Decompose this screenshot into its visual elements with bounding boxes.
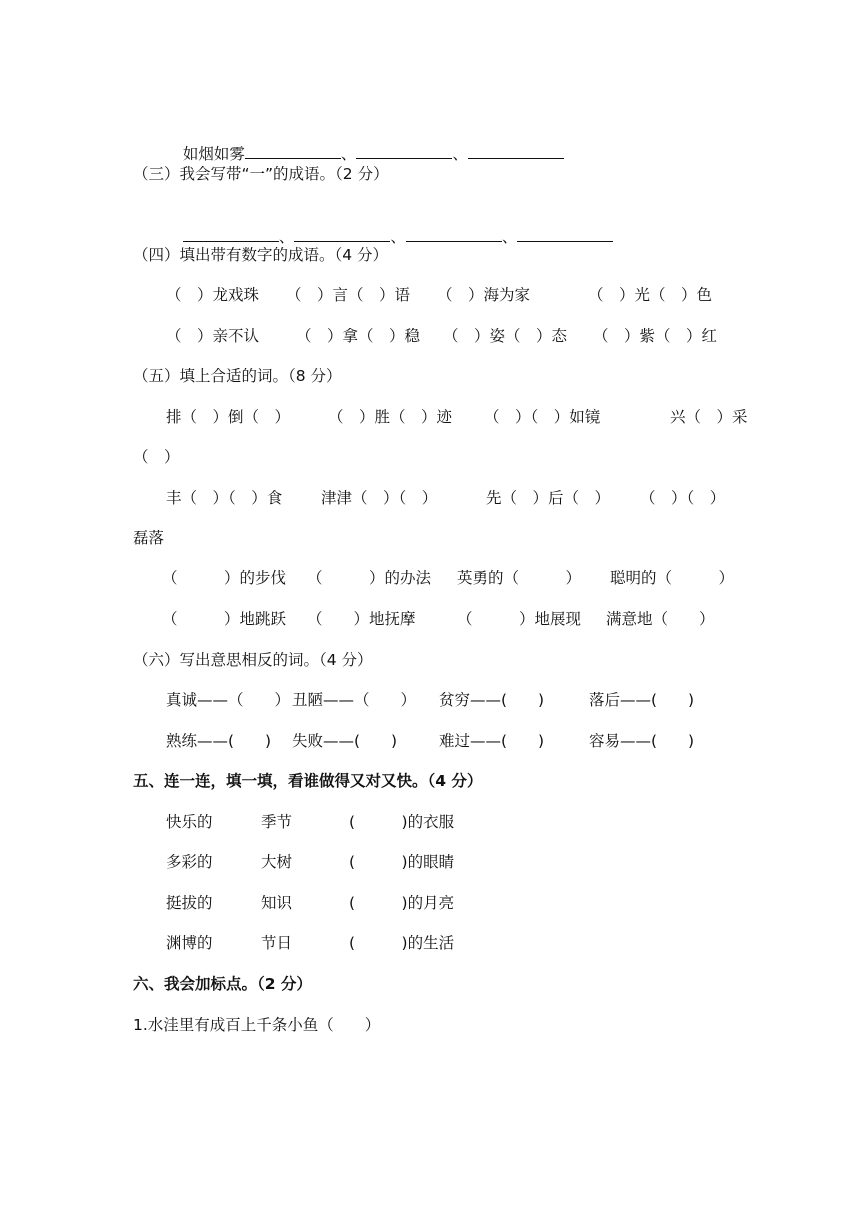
match-middle[interactable]: 节日 xyxy=(261,934,293,952)
match-fill: ( )的月亮 xyxy=(349,894,455,912)
match-fill: ( )的生活 xyxy=(349,934,455,952)
word-item: 兴（ ）采 xyxy=(670,408,748,426)
answer-blank[interactable] xyxy=(245,144,341,159)
section-5-title: （五）填上合适的词。（8 分） xyxy=(133,367,342,385)
word-item: 先（ ）后（ ） xyxy=(486,489,611,507)
antonym-item: 熟练——( ) xyxy=(166,732,272,750)
antonym-item: 真诚——（ ） xyxy=(166,691,291,709)
section-6-title: （六）写出意思相反的词。（4 分） xyxy=(133,651,373,669)
idiom-item: （ ）姿（ ）态 xyxy=(443,327,568,345)
match-middle[interactable]: 知识 xyxy=(261,894,293,912)
answer-blank[interactable] xyxy=(183,227,279,242)
idiom-item: （ ）亲不认 xyxy=(166,327,260,345)
antonym-item: 贫穷——( ) xyxy=(439,691,545,709)
idiom-label: 如烟如雾 xyxy=(182,145,245,163)
word-item: （ ）地展现 xyxy=(457,610,582,628)
idiom-item: （ ）龙戏珠 xyxy=(166,286,260,304)
word-item: 英勇的（ ） xyxy=(457,569,582,587)
word-item: 丰（ ）（ ）食 xyxy=(166,489,283,507)
answer-blank[interactable] xyxy=(468,144,564,159)
word-item: 满意地（ ） xyxy=(606,610,715,628)
word-item-wrap: 磊落 xyxy=(133,529,165,547)
word-item: 聪明的（ ） xyxy=(610,569,735,587)
match-left[interactable]: 渊博的 xyxy=(166,934,213,952)
word-item: （ ）地抚摩 xyxy=(307,610,416,628)
section-3-title: （三）我会写带“一”的成语。（2 分） xyxy=(133,165,389,183)
answer-blank[interactable] xyxy=(356,144,452,159)
idiom-item: （ ）拿（ ）稳 xyxy=(296,327,421,345)
word-item: （ ）地跳跃 xyxy=(162,610,287,628)
idiom-fill-line: 如烟如雾 、 、 xyxy=(173,124,564,164)
section-4-title: （四）填出带有数字的成语。（4 分） xyxy=(133,246,389,264)
question-1: 1.水洼里有成百上千条小鱼（ ） xyxy=(133,1016,381,1034)
idiom-item: （ ）紫（ ）红 xyxy=(593,327,718,345)
section-3-blanks: 、 、 、 xyxy=(173,207,613,247)
match-fill: ( )的衣服 xyxy=(349,813,455,831)
antonym-item: 难过——( ) xyxy=(439,732,545,750)
word-item: （ ）的办法 xyxy=(307,569,432,587)
antonym-item: 容易——( ) xyxy=(589,732,695,750)
match-fill: ( )的眼睛 xyxy=(349,853,455,871)
answer-blank[interactable] xyxy=(406,227,502,242)
idiom-item: （ ）海为家 xyxy=(437,286,531,304)
match-left[interactable]: 挺拔的 xyxy=(166,894,213,912)
word-item: 排（ ）倒（ ） xyxy=(166,408,291,426)
word-item: （ ）（ ）如镜 xyxy=(484,408,601,426)
word-item: 津津（ ）（ ） xyxy=(321,489,438,507)
antonym-item: 丑陋——（ ） xyxy=(292,691,417,709)
word-item: （ ）的步伐 xyxy=(162,569,287,587)
word-item: （ ）（ ） xyxy=(640,489,726,507)
antonym-item: 失败——( ) xyxy=(292,732,398,750)
idiom-item: （ ）言（ ）语 xyxy=(286,286,411,304)
antonym-item: 落后——( ) xyxy=(589,691,695,709)
match-middle[interactable]: 季节 xyxy=(261,813,293,831)
answer-blank[interactable] xyxy=(517,227,613,242)
match-left[interactable]: 多彩的 xyxy=(166,853,213,871)
match-middle[interactable]: 大树 xyxy=(261,853,293,871)
part-5-title: 五、连一连，填一填，看谁做得又对又快。（4 分） xyxy=(133,772,483,790)
answer-blank[interactable] xyxy=(294,227,390,242)
match-left[interactable]: 快乐的 xyxy=(166,813,213,831)
word-item: （ ）胜（ ）迹 xyxy=(328,408,453,426)
word-item-wrap: （ ） xyxy=(133,448,180,466)
part-6-title: 六、我会加标点。（2 分） xyxy=(133,975,312,993)
idiom-item: （ ）光（ ）色 xyxy=(588,286,713,304)
